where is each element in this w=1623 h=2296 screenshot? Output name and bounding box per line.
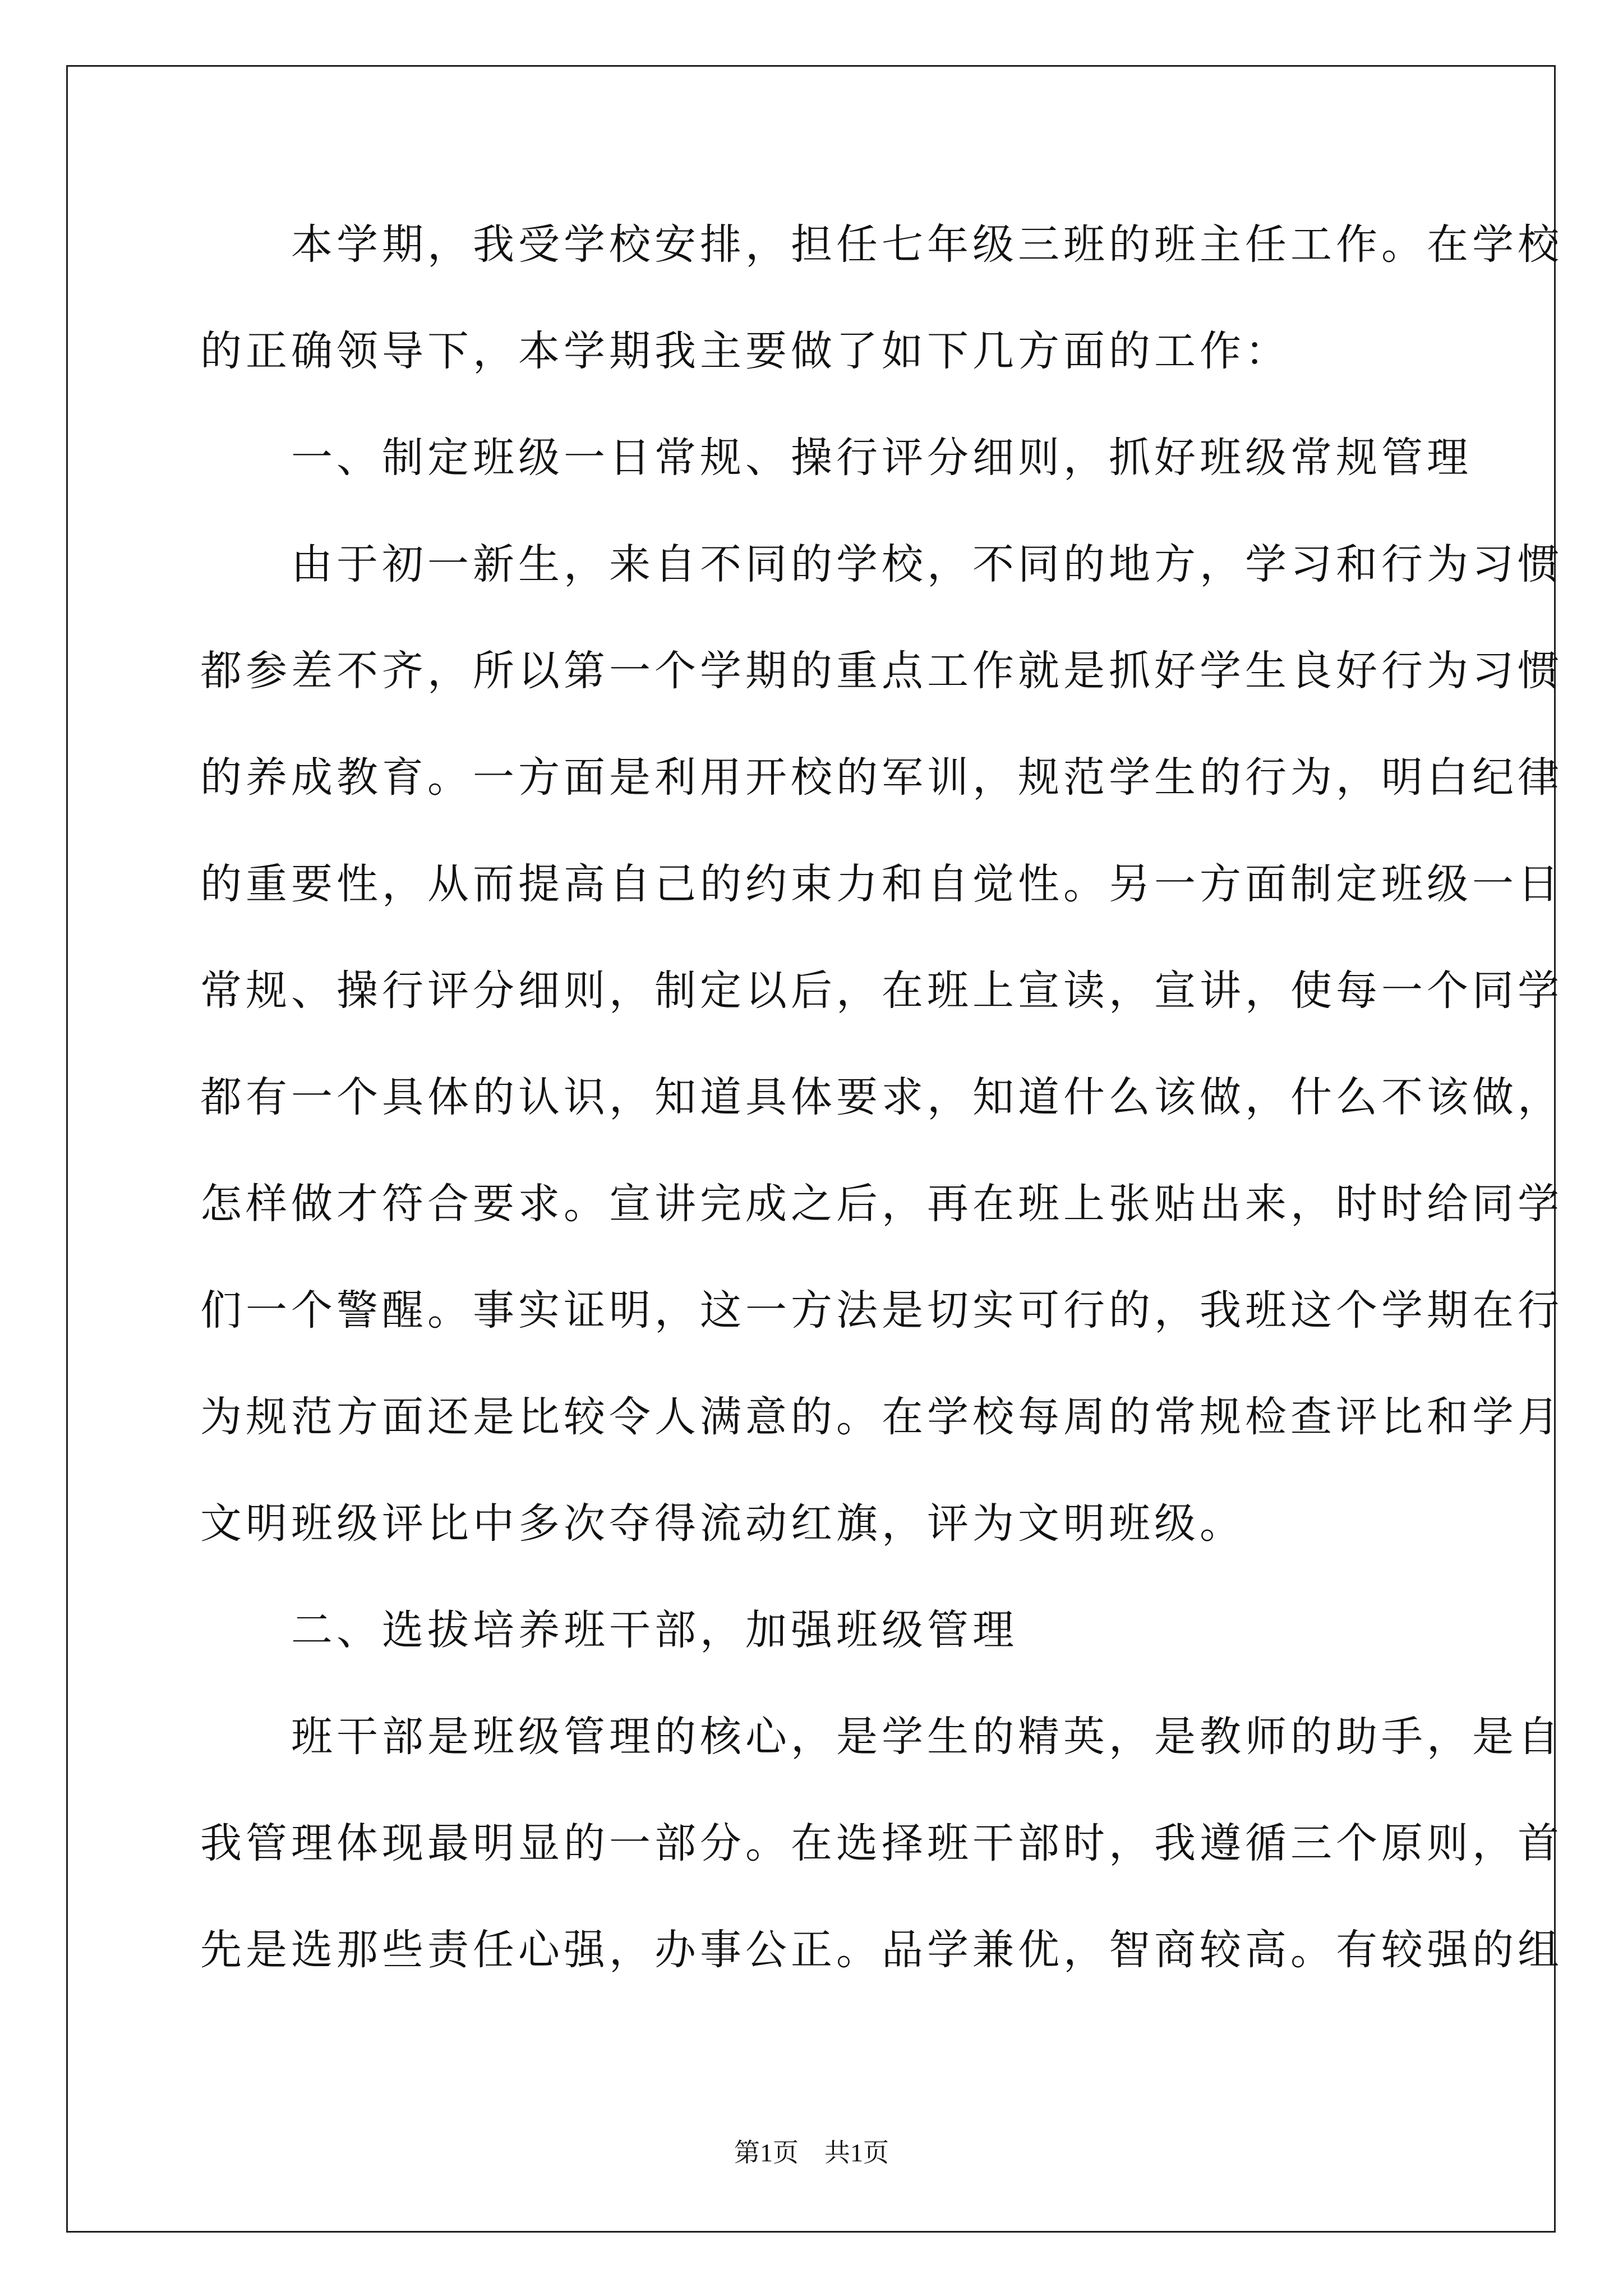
text-line: 由于初一新生，来自不同的学校，不同的地方，学习和行为习惯 <box>200 540 1563 588</box>
text-line: 怎样做才符合要求。宣讲完成之后，再在班上张贴出来，时时给同学 <box>200 1180 1563 1228</box>
text-line: 们一个警醒。事实证明，这一方法是切实可行的，我班这个学期在行 <box>200 1286 1563 1335</box>
text-line: 先是选那些责任心强，办事公正。品学兼优，智商较高。有较强的组 <box>200 1926 1563 1974</box>
text-line: 为规范方面还是比较令人满意的。在学校每周的常规检查评比和学月 <box>200 1393 1563 1441</box>
section-heading: 二、选拔培养班干部，加强班级管理 <box>200 1606 1018 1654</box>
text-line: 文明班级评比中多次夺得流动红旗，评为文明班级。 <box>200 1499 1245 1548</box>
text-line: 常规、操行评分细则，制定以后，在班上宣读，宣讲，使每一个同学 <box>200 967 1563 1015</box>
text-line: 都有一个具体的认识，知道具体要求，知道什么该做，什么不该做， <box>200 1073 1563 1121</box>
text-line: 的正确领导下，本学期我主要做了如下几方面的工作： <box>200 327 1290 375</box>
text-line: 本学期，我受学校安排，担任七年级三班的班主任工作。在学校 <box>200 220 1563 269</box>
section-heading: 一、制定班级一日常规、操行评分细则，抓好班级常规管理 <box>200 434 1472 482</box>
text-line: 都参差不齐，所以第一个学期的重点工作就是抓好学生良好行为习惯 <box>200 647 1563 695</box>
text-line: 的养成教育。一方面是利用开校的军训，规范学生的行为，明白纪律 <box>200 753 1563 802</box>
page-footer: 第1页 共1页 <box>734 2138 889 2167</box>
text-line: 我管理体现最明显的一部分。在选择班干部时，我遵循三个原则，首 <box>200 1819 1563 1867</box>
document-body <box>200 220 1563 2035</box>
text-line: 班干部是班级管理的核心，是学生的精英，是教师的助手，是自 <box>200 1713 1563 1761</box>
text-line: 的重要性，从而提高自己的约束力和自觉性。另一方面制定班级一日 <box>200 860 1563 908</box>
